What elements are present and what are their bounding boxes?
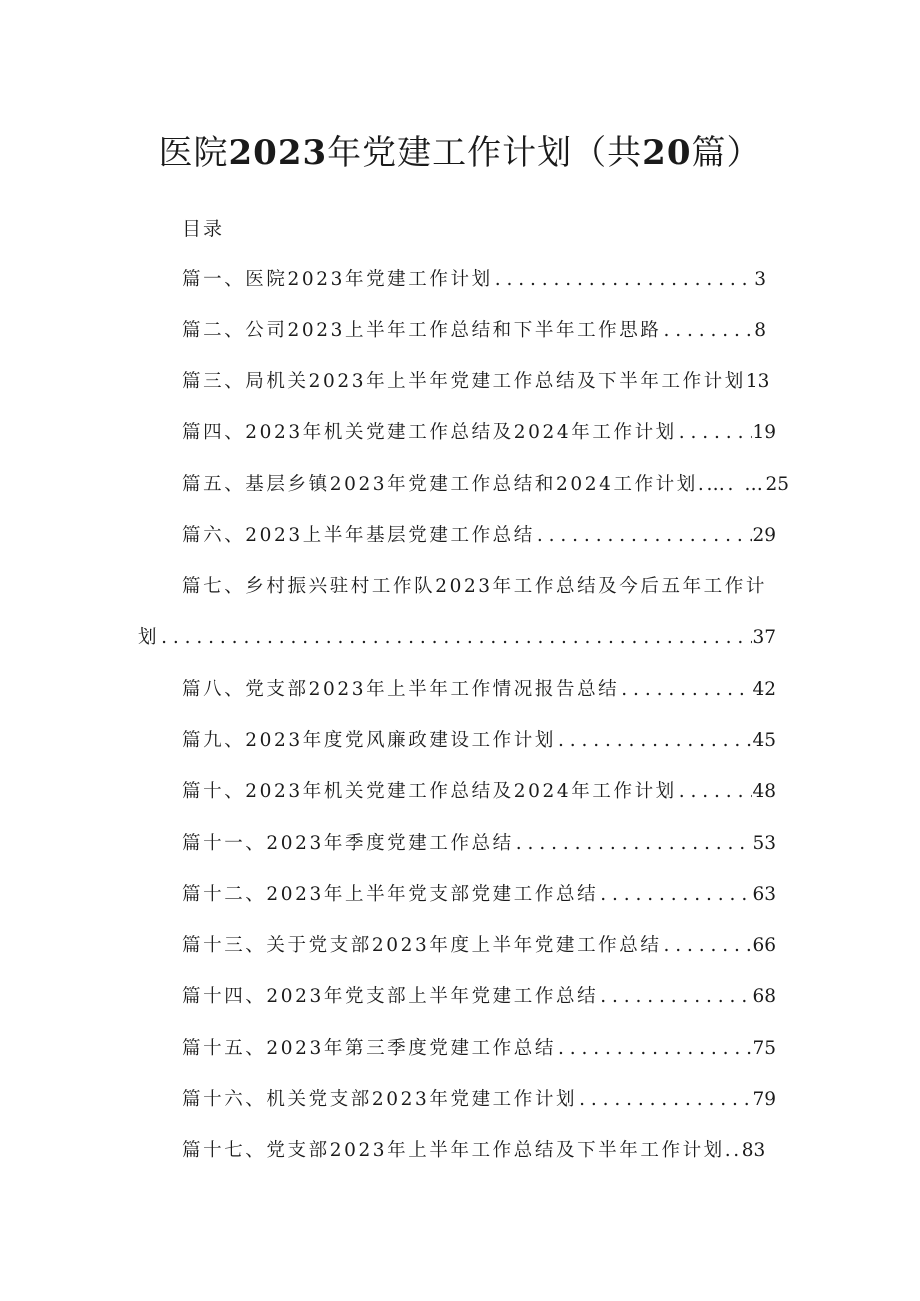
toc-entry-label: 篇十二、2023年上半年党支部党建工作总结 xyxy=(182,884,599,905)
toc-entry-page: 25 xyxy=(765,474,790,495)
toc-entry[interactable] xyxy=(182,777,776,807)
toc-entry-page: 48 xyxy=(752,781,776,802)
toc-entry-page: 68 xyxy=(752,986,776,1007)
toc-entry[interactable] xyxy=(182,880,776,910)
toc-leader xyxy=(577,1085,752,1115)
title-count: 20 xyxy=(642,133,692,173)
toc-entry[interactable] xyxy=(182,316,766,346)
toc-entry-label: 篇十、2023年机关党建工作总结及2024年工作计划 xyxy=(182,781,677,802)
toc-entry-label: 篇十一、2023年季度党建工作总结 xyxy=(182,833,514,854)
toc-entry[interactable] xyxy=(182,1136,765,1166)
toc-leader xyxy=(556,1034,752,1064)
toc-entry-page: 66 xyxy=(752,935,776,956)
toc-leader xyxy=(598,982,752,1012)
toc-leader xyxy=(661,931,752,961)
toc-entry[interactable] xyxy=(182,470,789,500)
toc-leader xyxy=(159,623,752,653)
title-year: 2023 xyxy=(228,133,328,173)
toc-entry-label: 篇五、基层乡镇2023年党建工作总结和2024工作计划.…. … xyxy=(182,474,766,495)
toc-entry[interactable] xyxy=(182,982,776,1012)
toc-entry[interactable] xyxy=(182,829,776,859)
toc-entry-label: 篇七、乡村振兴驻村工作队2023年工作总结及今后五年工作计 xyxy=(182,576,767,597)
toc-entry-page: 8 xyxy=(754,320,766,341)
toc-leader xyxy=(677,777,753,807)
toc-leader xyxy=(514,829,753,859)
toc-entry-page: 37 xyxy=(752,627,776,648)
toc-entry-label: 篇十六、机关党支部2023年党建工作计划 xyxy=(182,1089,578,1110)
toc-heading: 目录 xyxy=(182,218,225,240)
toc-entry-continuation[interactable] xyxy=(138,623,776,653)
toc-entry[interactable] xyxy=(182,521,776,551)
toc-entry-page: 63 xyxy=(752,884,776,905)
toc-entry-label: 篇九、2023年度党风廉政建设工作计划 xyxy=(182,730,556,751)
toc-entry-label: 篇二、公司2023上半年工作总结和下半年工作思路 xyxy=(182,320,662,341)
title-part-3: 篇） xyxy=(691,133,762,173)
title-part-2: 年党建工作计划（共 xyxy=(327,133,643,173)
toc-entry-page: 29 xyxy=(752,525,776,546)
toc-entry-page: 42 xyxy=(752,679,776,700)
toc-entry-label: 篇十五、2023年第三季度党建工作总结 xyxy=(182,1038,556,1059)
toc-entry-page: 79 xyxy=(752,1089,776,1110)
title-part-1: 医院 xyxy=(158,133,229,173)
toc-entry-label: 篇八、党支部2023年上半年工作情况报告总结 xyxy=(182,679,620,700)
toc-entry-label: 篇十四、2023年党支部上半年党建工作总结 xyxy=(182,986,599,1007)
toc-entry[interactable] xyxy=(182,265,766,295)
toc-entry-label: 篇六、2023上半年基层党建工作总结 xyxy=(182,525,535,546)
toc-entry[interactable] xyxy=(182,418,776,448)
toc-entry-page: 19 xyxy=(752,422,776,443)
toc-entry[interactable] xyxy=(182,675,776,705)
toc-entry-label: 篇十七、党支部2023年上半年工作总结及下半年工作计划.. xyxy=(182,1140,742,1161)
toc-entry-page: 3 xyxy=(754,269,766,290)
toc-entry-label: 篇十三、关于党支部2023年度上半年党建工作总结 xyxy=(182,935,662,956)
toc-entry-page: 45 xyxy=(752,730,776,751)
toc-entry[interactable] xyxy=(182,931,776,961)
toc-leader xyxy=(677,418,753,448)
toc-entry-label: 篇四、2023年机关党建工作总结及2024年工作计划 xyxy=(182,422,677,443)
toc-leader xyxy=(535,521,753,551)
toc-leader xyxy=(598,880,752,910)
toc-entry-label: 划 xyxy=(138,627,160,648)
toc-entry[interactable] xyxy=(182,572,767,602)
toc-entry-page: 75 xyxy=(752,1038,776,1059)
toc-entry[interactable] xyxy=(182,726,776,756)
toc-entry-label: 篇一、医院2023年党建工作计划 xyxy=(182,269,493,290)
toc-entry[interactable] xyxy=(182,1034,776,1064)
toc-entry-page: 13 xyxy=(745,371,770,392)
toc-leader xyxy=(661,316,754,346)
toc-entry[interactable] xyxy=(182,1085,776,1115)
toc-entry-page: 53 xyxy=(752,833,776,854)
toc-leader xyxy=(619,675,752,705)
toc-entry-label: 篇三、局机关2023年上半年党建工作总结及下半年工作计划 xyxy=(182,371,746,392)
toc-entry-page: 83 xyxy=(741,1140,766,1161)
toc-leader xyxy=(556,726,752,756)
toc-leader xyxy=(493,265,755,295)
toc-entry[interactable] xyxy=(182,367,769,397)
